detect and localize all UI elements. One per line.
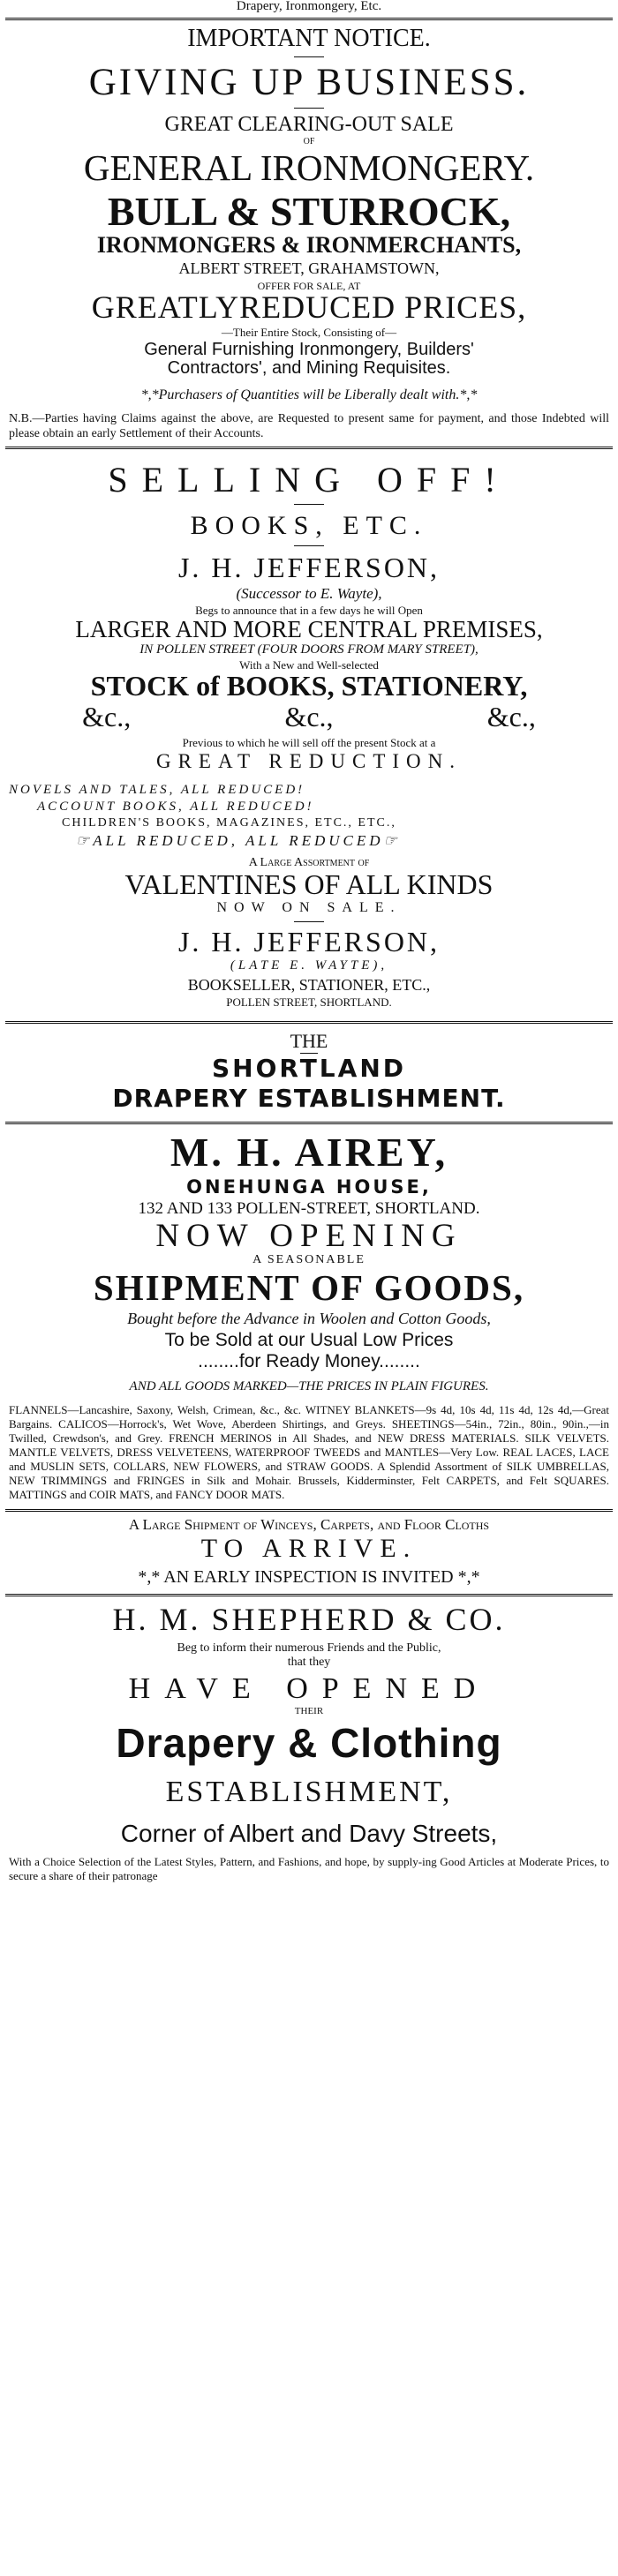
stock-heading: STOCK of BOOKS, STATIONERY, [90,669,528,702]
that-they-line: that they [287,1656,331,1670]
shortland-heading: SHORTLAND [212,1054,406,1084]
all-reduced-line: ☞ALL REDUCED, ALL REDUCED☞ [76,832,401,850]
choice-paragraph: With a Choice Selection of the Latest Styles, Pattern, and Fashions, and hope, by supply-ing Good Articles at Moderate Prices, to secure a share of their patronage [9,1855,609,1883]
childrens-books-line: CHILDREN'S BOOKS, MAGAZINES, ETC., ETC., [62,816,396,830]
selling-off-heading: SELLING OFF! [108,460,510,500]
items-line-2: Contractors', and Mining Requisites. [167,357,451,378]
have-opened: HAVE OPENED [128,1671,490,1705]
bookseller-line: BOOKSELLER, STATIONER, ETC., [187,975,431,994]
valentines-heading: VALENTINES OF ALL KINDS [124,867,494,900]
their-label: THEIR [294,1705,324,1716]
now-opening: NOW OPENING [155,1218,463,1255]
firm-name: BULL & STURROCK, [107,189,511,235]
flannels-paragraph: FLANNELS—Lancashire, Saxony, Welsh, Crimean, &c., &c. WITNEY BLANKETS—9s 4d, 10s 4d, 11s 4d, 12s 4d,—Great Bargains. CALICOS—Horrock's, Wet Wove, Aberdeen Shirtings, and Greys. SHEETINGS—54in., 72in., 80in., 90in.,—in Twilled, Crewdson's, and Grey. FRENCH MERINOS in All Shades, and NEW DRESS MATERIALS. SILK VELVETS. MANTLE VELVETS, DRESS VELVETEENS, WATERPROOF TWEEDS and MANTLES—Very Low. REAL LACES, LACE and MUSLIN SETS, COLLARS, NEW FLOWERS, and STRAW GOODS. A Splendid Assortment of SILK UMBRELLAS, NEW TRIMMINGS and FRINGES in Silk and Mohair. Brussels, Kidderminster, Felt CARPETS, and Felt SQUARES. MATTINGS and COIR MATS, and FANCY DOOR MATS. [9,1402,609,1502]
assortment-line: A Large Assortment of [248,856,370,870]
stock-label: —Their Entire Stock, Consisting of— [221,325,397,339]
street-line: POLLEN STREET, SHORTLAND. [226,995,392,1010]
notice-heading: IMPORTANT NOTICE. [187,24,431,52]
giving-up-heading: GIVING UP BUSINESS. [88,62,530,104]
sold-line: To be Sold at our Usual Low Prices [164,1329,454,1350]
divider [294,921,324,922]
drapery-clothing-heading: Drapery & Clothing [116,1720,502,1767]
drapery-heading: DRAPERY ESTABLISHMENT. [112,1083,506,1113]
reduced-prices-heading: GREATLYREDUCED PRICES, [91,289,527,326]
of-label: OF [303,137,315,147]
previous-line: Previous to which he will sell off the present Stock at a [182,736,436,750]
firm-address: ALBERT STREET, GRAHAMSTOWN, [178,259,440,277]
late-wayte: (LATE E. WAYTE), [230,958,388,973]
divider [5,18,613,20]
begs-line: Begs to announce that in a few days he will Open [195,604,423,618]
divider [5,1509,613,1512]
firm-trade: IRONMONGERS & IRONMERCHANTS, [96,232,522,259]
divider [294,56,324,57]
etc-2: &c., [284,701,334,733]
advert-bull-sturrock [5,26,613,442]
premises-location: IN POLLEN STREET (FOUR DOORS FROM MARY STREET), [139,642,479,657]
premises-heading: LARGER AND MORE CENTRAL PREMISES, [75,616,543,643]
sale-heading: GREAT CLEARING-OUT SALE [164,113,454,137]
shepherd-name: H. M. SHEPHERD & CO. [112,1601,506,1637]
advert-shepherd [5,1603,613,1884]
advert-jefferson [5,462,613,1009]
divider [294,545,324,546]
purchasers-note: *,*Purchasers of Quantities will be Liberally dealt with.*,* [140,387,478,402]
advert-airey [5,1031,613,1587]
offer-label: OFFER FOR SALE, AT [257,279,361,292]
to-arrive: TO ARRIVE. [200,1534,418,1564]
ready-money-line: ........for Ready Money........ [198,1350,420,1371]
etc-3: &c., [486,701,536,733]
successor-note: (Successor to E. Wayte), [236,584,382,602]
new-stock-line: With a New and Well-selected [239,658,379,672]
jefferson-name-2: J. H. JEFFERSON, [177,926,441,958]
great-reduction: GREAT REDUCTION. [155,750,463,773]
airey-address: 132 AND 133 POLLEN-STREET, SHORTLAND. [138,1199,480,1219]
account-books-line: ACCOUNT BOOKS, ALL REDUCED! [37,800,314,815]
general-ironmongery-heading: GENERAL IRONMONGERY. [83,146,535,188]
divider [5,447,613,449]
onehunga-house: ONEHUNGA HOUSE, [186,1176,432,1198]
divider [5,1122,613,1124]
marked-line: AND ALL GOODS MARKED—THE PRICES IN PLAIN FIGURES. [129,1378,489,1393]
establishment-heading: ESTABLISHMENT, [165,1776,453,1809]
shipment-heading: SHIPMENT OF GOODS, [93,1266,525,1308]
column-header: Drapery, Ironmongery, Etc. [236,0,382,13]
on-sale-line: NOW ON SALE. [216,900,402,916]
divider [5,1021,613,1024]
the-label: THE [290,1030,328,1053]
nb-paragraph: N.B.—Parties having Claims against the above, are Requested to present same for payment, and those Indebted will please obtain an early Settlement of their Accounts. [9,412,609,441]
seasonable-label: A SEASONABLE [252,1253,366,1267]
books-heading: BOOKS, ETC. [190,511,428,541]
etc-row [5,701,613,733]
divider [5,1594,613,1596]
etc-1: &c., [82,701,132,733]
divider [294,108,324,109]
large-shipment-line: A Large Shipment of Winceys, Carpets, and Floor Cloths [128,1516,490,1534]
jefferson-name: J. H. JEFFERSON, [177,551,441,583]
items-line-1: General Furnishing Ironmongery, Builders' [144,339,474,359]
novels-line: NOVELS AND TALES, ALL REDUCED! [9,783,305,798]
inspection-line: *,* AN EARLY INSPECTION IS INVITED *,* [138,1566,480,1587]
beg-line: Beg to inform their numerous Friends and the Public, [177,1641,441,1655]
airey-name: M. H. AIREY, [170,1130,448,1175]
corner-heading: Corner of Albert and Davy Streets, [120,1820,498,1848]
bought-line: Bought before the Advance in Woolen and Cotton Goods, [127,1309,491,1327]
divider [294,504,324,505]
